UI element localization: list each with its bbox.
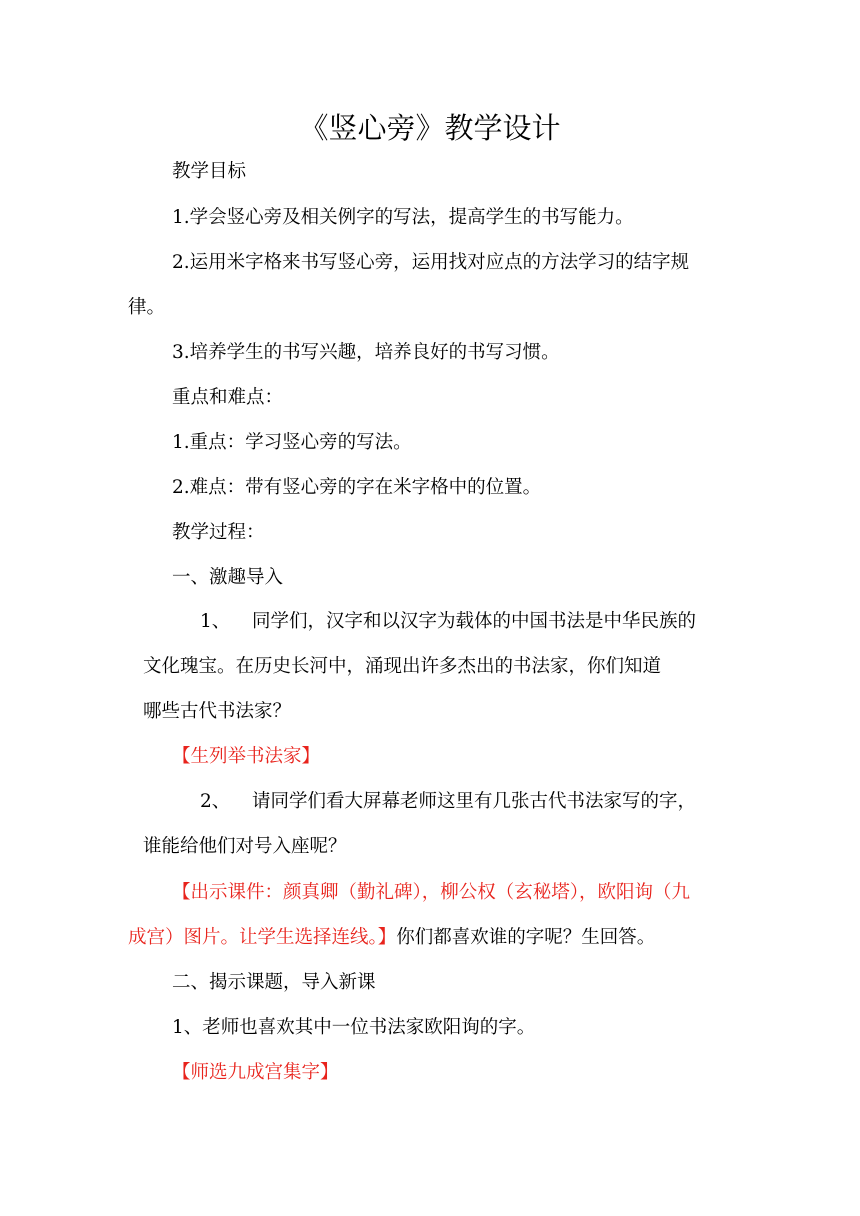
- process-heading: 教学过程：: [172, 522, 265, 543]
- step-1-line-3: 哪些古代书法家？: [143, 701, 292, 722]
- note-jiuchenggong: 【师选九成宫集字】: [172, 1062, 339, 1083]
- goal-1: 1.学会竖心旁及相关例字的写法，提高学生的书写能力。: [172, 207, 634, 228]
- step-2-line-2: 谁能给他们对号入座呢？: [143, 836, 347, 857]
- document-title: 《竖心旁》教学设计: [299, 111, 561, 145]
- note-courseware-line-1: 【出示课件：颜真卿（勤礼碑），柳公权（玄秘塔），欧阳询（九: [172, 882, 691, 903]
- step-1-line-1: [200, 607, 696, 637]
- note-courseware-red: 成宫）图片。让学生选择连线。】: [128, 927, 397, 948]
- goals-heading: 教学目标: [172, 161, 247, 182]
- step-3: 1、老师也喜欢其中一位书法家欧阳询的字。: [172, 1017, 536, 1038]
- key-point-1: 1.重点：学习竖心旁的写法。: [172, 432, 412, 453]
- goal-3: 3.培养学生的书写兴趣，培养良好的书写习惯。: [172, 342, 560, 363]
- section-2-heading: 二、揭示课题，导入新课: [172, 972, 376, 993]
- goal-2-line-1: 2.运用米字格来书写竖心旁，运用找对应点的方法学习的结字规: [172, 252, 690, 273]
- note-courseware-line-2: [128, 923, 655, 953]
- step-2-text: 请同学们看大屏幕老师这里有几张古代书法家写的字，: [252, 791, 697, 812]
- step-1-line-2: 文化瑰宝。在历史长河中，涌现出许多杰出的书法家，你们知道: [143, 656, 662, 677]
- key-point-2: 2.难点：带有竖心旁的字在米字格中的位置。: [172, 477, 542, 498]
- note-list-calligraphers: 【生列举书法家】: [172, 746, 321, 767]
- step-1-text: 同学们，汉字和以汉字为载体的中国书法是中华民族的: [252, 611, 697, 632]
- step-2-number: 2、: [200, 791, 231, 812]
- step-1-number: 1、: [200, 611, 231, 632]
- section-1-heading: 一、激趣导入: [172, 567, 284, 588]
- goal-2-line-2: 律。: [128, 297, 166, 318]
- key-heading: 重点和难点：: [172, 387, 284, 408]
- note-courseware-question: 你们都喜欢谁的字呢？生回答。: [396, 927, 656, 948]
- step-2-line-1: [200, 787, 696, 817]
